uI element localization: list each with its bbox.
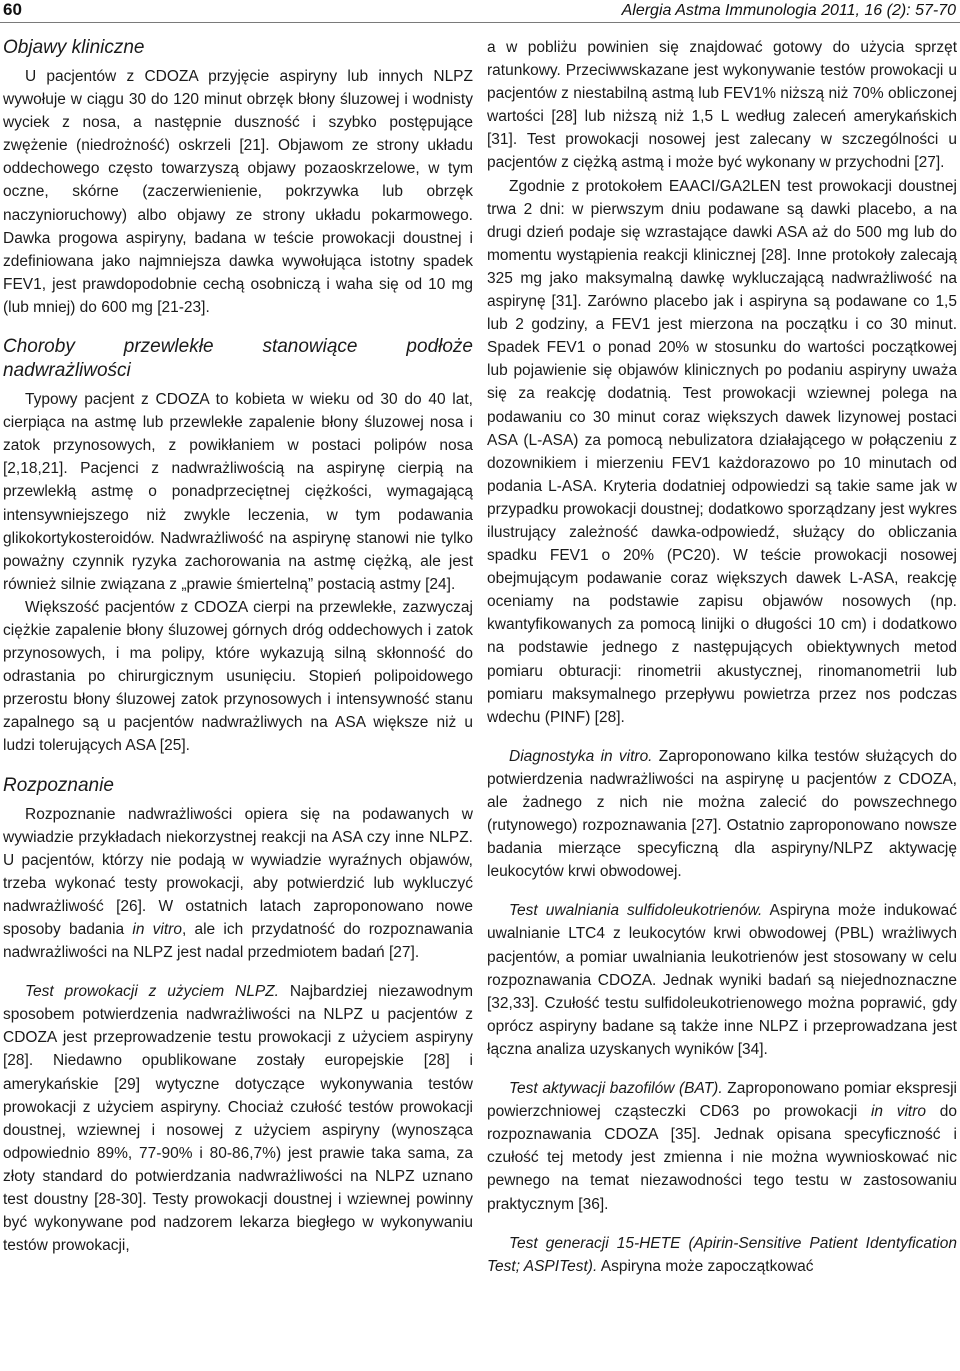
paragraph	[3, 803, 473, 965]
paragraph	[487, 1232, 957, 1278]
subsection-lead: Test generacji 15-HETE (Apirin-Sensitive Patient Identyfication Test; ASPITest).	[487, 1234, 957, 1275]
paragraph: Większość pacjentów z CDOZA cierpi na przewlekłe, zazwyczaj ciężkie zapalenie błony śluzowej górnych dróg oddechowych i zatok przynosowych, i ma polipy, które wykazują silną skłonność do odrastania po chirurgicznym usunięciu. Stopień polipoidowego przerostu błony śluzowej zatok przynosowych i intensywność stanu zapalnego są u pacjentów nadwrażliwych na ASA większe niż u ludzi tolerujących ASA [25].	[3, 598, 473, 755]
text-run: Najbardziej niezawodnym sposobem potwierdzenia nadwrażliwości na NLPZ u pacjentów z CDOZA jest przeprowadzenie testu prowokacji z użyciem aspiryny [28]. Niedawno opublikowane zostały europejskie [28] i amerykańskie [29] wytyczne dotyczące wykonywania testów prowokacji z użyciem aspiryny. Chociaż czułość testów prowokacji doustnej, wziewnej i nosowej z użyciem aspiryny (wynosząca odpowiednio 89%, 77-90% i 80-86,7%) jest prawie taka sama, za złoty standard do potwierdzania nadwrażliwości na NLPZ uznano test doustny [28-30]. Testy prowokacji doustnej i wziewnej powinny być wykonywane pod nadzorem lekarza biegłego w wykonywaniu testów prowokacji,	[3, 983, 473, 1255]
paragraph	[487, 899, 957, 1061]
paragraph	[3, 980, 473, 1257]
left-column	[3, 36, 473, 1257]
italic-term: in vitro	[870, 1103, 927, 1121]
text-run: Zaproponowano kilka testów służących do potwierdzenia nadwrażliwości na aspirynę u pacjentów z CDOZA, ale żadnego z nich nie można zalecić do powszechnego (rutynowego) rozpoznawania [27]. Ostatnio zaproponowano nowsze badania mierzące specyficzną dla aspiryny/NLPZ aktywację leukocytów krwi obwodowej.	[487, 747, 957, 881]
text-run: Aspiryna może zapoczątkować	[597, 1257, 814, 1275]
subsection-lead: Test prowokacji z użyciem NLPZ.	[25, 983, 279, 1001]
text-run: Aspiryna może indukować uwalnianie LTC4 z leukocytów krwi obwodowej (PBL) wrażliwych pacjentów, a pomiar uwalniania leukotrienów jest stosowany w celu rozpoznawania CDOZA. Jednak wyniki badań są niejednoznaczne [32,33]. Czułość testu sulfidoleukotrienowego można poprawić, gdy oprócz aspiryny badane są także inne NLPZ i przeprowadzana jest łączna analiza uzyskanych wyników [34].	[487, 902, 957, 1058]
subsection-lead: Test uwalniania sulfidoleukotrienów.	[509, 902, 763, 920]
text-run: , ale ich przydatność do rozpoznawania nadwrażliwości na NLPZ jest nadal przedmiotem badań [27].	[3, 921, 473, 962]
section-heading-choroby: Choroby przewlekłe stanowiące podłoże nadwrażliwości	[3, 336, 473, 382]
paragraph: Typowy pacjent z CDOZA to kobieta w wieku od 30 do 40 lat, cierpiąca na astmę lub przewlekłe zapalenie błony śluzowej nosa i zatok przynosowych, z powikłaniem w postaci polipów nosa [2,18,21]. Pacjenci z nadwrażliwością na aspirynę cierpią na przewlekłą astmę o ponadprzeciętnej ciężkości, wymagającą intensywniejszego niż zwykle leczenia, w tym podawania glikokortykosteroidów. Nadwrażliwość na aspirynę stanowi nie tylko poważny czynnik ryzyka zachorowania na astmę ciężką, ale jest również silnie związana z „prawie śmiertelną” postacią astmy [24].	[3, 391, 473, 593]
page-number: 60	[3, 0, 22, 19]
paragraph	[487, 745, 957, 884]
section-heading-rozpoznanie: Rozpoznanie	[3, 774, 114, 796]
subsection-lead: Diagnostyka in vitro.	[509, 747, 653, 765]
text-run: do rozpoznawania CDOZA [35]. Jednak opisana specyficzność i czułość tej metody jest zmienna i nie można wywnioskować nic pewnego na temat niezawodności tego testu w zastosowaniu praktycznym [36].	[487, 1103, 957, 1213]
subsection-lead: Test aktywacji bazofilów (BAT).	[509, 1080, 723, 1098]
paragraph: U pacjentów z CDOZA przyjęcie aspiryny lub innych NLPZ wywołuje w ciągu 30 do 120 minut obrzęk błony śluzowej i wodnisty wyciek z nosa, a następnie duszność i szybko postępujące zwężenie (niedrożność) oskrzeli [21]. Objawom ze strony układu oddechowego często towarzyszą objawy pozaoskrzelowe, w tym oczne, skórne (zaczerwienienie, pokrzywka lub obrzęk naczynioruchowy) albo objawy ze strony układu pokarmowego. Dawka progowa aspiryny, badana w teście prowokacji doustnej i zdefiniowana jako najmniejsza dawka wywołująca istotny spadek FEV1, jest prawdopodobnie cechą osobniczą i waha się od 10 mg (lub mniej) do 600 mg [21-23].	[3, 68, 473, 316]
paragraph: Zgodnie z protokołem EAACI/GA2LEN test prowokacji doustnej trwa 2 dni: w pierwszym dniu podawane są dawki placebo, a na drugi dzień podaje się wzrastające dawki ASA aż do 500 mg lub do momentu wystąpienia reakcji klinicznej [28]. Inne protokoły zalecają 325 mg jako maksymalną dawkę wykluczającą nadwrażliwość na aspirynę [31]. Zarówno placebo jak i aspiryna są podawane co 1,5 lub 2 godziny, a FEV1 jest mierzona na początku i co 30 minut. Spadek FEV1 o ponad 20% w stosunku do wartości początkowej lub pojawienie się objawów klinicznych po podaniu aspiryny uważa się za reakcję dodatnią. Test prowokacji wziewnej polega na podawaniu co 30 minut coraz większych dawek lizynowej postaci ASA (L-ASA) za pomocą nebulizatora działającego w połączeniu z dozownikiem i mierzeniu FEV1 każdorazowo po 10 minutach od podania L-ASA. Kryteria dodatniej odpowiedzi są takie same jak w przypadku prowokacji doustnej; dodatkowo sporządzany jest wykres ilustrujący zależność dawka-odpowiedź, służący do obliczania spadku FEV1 o 20% (PC20). W teście prowokacji nosowej obejmującym podawanie coraz większych dawek L-ASA, reakcję oceniamy na podstawie zapisu objawów nosowych (np. kwantyfikowanych za pomocą linijki o długości 10 cm) i dodatkowo na podstawie jednego z następujących obiektywnych metod pomiaru obturacji: rinometrii akustycznej, rinomanometrii lub pomiaru maksymalnego przepływu powietrza przez nos podczas wdechu (PINF) [28].	[487, 177, 957, 726]
paragraph: a w pobliżu powinien się znajdować gotowy do użycia sprzęt ratunkowy. Przeciwwskazane jest wykonywanie testów prowokacji u pacjentów z niestabilną astmą lub FEV1% niższą niż 70% obliczonej wartości [28] lub niższą niż 1,5 L według zaleceń amerykańskich [31]. Test prowokacji nosowej jest zalecany w szczególności u pacjentów z ciężką astmą i może być wykonany w przychodni [27].	[487, 39, 957, 172]
paragraph	[487, 1077, 957, 1216]
text-run: Zaproponowano pomiar ekspresji powierzchniowej cząsteczki CD63 po prowokacji	[487, 1080, 957, 1121]
section-heading-objawy: Objawy kliniczne	[3, 37, 145, 58]
journal-citation: Alergia Astma Immunologia 2011, 16 (2): 57-70	[621, 2, 956, 19]
right-column	[487, 36, 957, 1278]
page-header	[0, 0, 960, 23]
text-run: Rozpoznanie nadwrażliwości opiera się na podawanych w wywiadzie przykładach niekorzystnej reakcji na ASA czy inne NLPZ. U pacjentów, którzy nie podają w wywiadzie wyraźnych objawów, trzeba wykonać testy prowokacji, aby potwierdzić lub wykluczyć nadwrażliwość [26]. W ostatnich latach zaproponowano nowe sposoby badania	[3, 805, 473, 938]
italic-term: in vitro	[132, 921, 182, 938]
